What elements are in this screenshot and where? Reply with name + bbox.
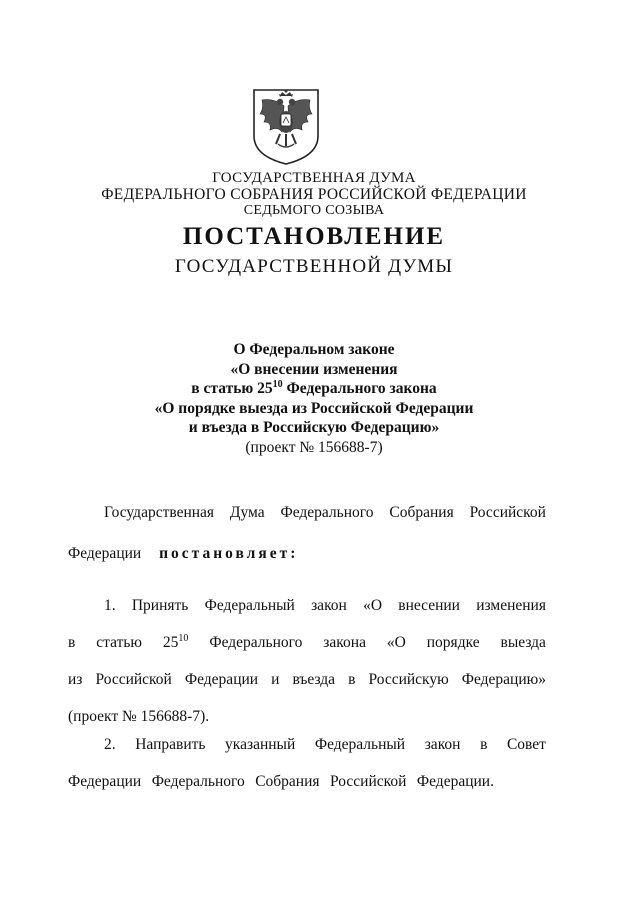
item-1-line-1 bbox=[68, 596, 546, 615]
item-1 bbox=[68, 596, 546, 726]
title-line-1: О Федеральном законе bbox=[233, 341, 395, 358]
word: Федерации bbox=[68, 545, 142, 562]
word: изменения bbox=[476, 597, 546, 614]
word: Федерации. bbox=[416, 773, 494, 790]
word: Дума bbox=[229, 504, 265, 521]
document-title bbox=[0, 340, 634, 457]
word: Федерального bbox=[280, 504, 374, 521]
word: порядке bbox=[426, 634, 480, 651]
word: закон bbox=[311, 597, 347, 614]
word: Направить bbox=[135, 736, 206, 753]
word: «О bbox=[363, 597, 383, 614]
word: Российской bbox=[95, 671, 172, 688]
word: въезда bbox=[292, 671, 336, 688]
word: указанный bbox=[225, 736, 296, 753]
word: в bbox=[68, 634, 76, 651]
document-type: ПОСТАНОВЛЕНИЕ bbox=[182, 223, 446, 250]
intro-line-1 bbox=[68, 503, 546, 522]
title-line-5: и въезда в Российскую Федерацию» bbox=[188, 419, 440, 436]
decree-verb: постановляет: bbox=[159, 545, 299, 562]
word: Федерации bbox=[184, 671, 259, 688]
word: Федерацию» bbox=[461, 671, 546, 688]
header-line-1: ГОСУДАРСТВЕННАЯ ДУМА bbox=[212, 170, 416, 186]
word: Собрания bbox=[255, 773, 320, 790]
word: Государственная bbox=[104, 504, 215, 521]
word: «О bbox=[386, 634, 406, 651]
title-line-4: «О порядке выезда из Российской Федерации bbox=[154, 399, 474, 417]
item-2-line-1 bbox=[68, 735, 546, 754]
word: Российскую bbox=[368, 671, 449, 688]
title-line-3 bbox=[0, 379, 634, 399]
word bbox=[163, 633, 189, 652]
item-number: 1. bbox=[104, 597, 116, 614]
item-2 bbox=[68, 735, 546, 791]
word: Федеральный bbox=[314, 736, 406, 753]
word: Российской bbox=[330, 773, 407, 790]
title-line-3-pre: в статью 25 bbox=[191, 380, 273, 397]
word: Федерации bbox=[68, 773, 142, 790]
coat-of-arms-icon bbox=[248, 86, 324, 166]
word: и bbox=[271, 671, 280, 688]
word: выезда bbox=[500, 634, 546, 651]
word: в bbox=[480, 736, 488, 753]
header-line-2: ФЕДЕРАЛЬНОГО СОБРАНИЯ РОССИЙСКОЙ ФЕДЕРАЦИИ bbox=[101, 186, 527, 203]
item-1-line-2 bbox=[68, 633, 546, 652]
item-number: 2. bbox=[104, 736, 116, 753]
word: Принять bbox=[131, 597, 189, 614]
item-2-line-2 bbox=[68, 772, 494, 791]
header-line-3: СЕДЬМОГО СОЗЫВА bbox=[243, 203, 385, 218]
word: из bbox=[68, 671, 83, 688]
item-1-line-3 bbox=[68, 670, 546, 689]
word-sup: 10 bbox=[178, 632, 189, 644]
intro-line-2 bbox=[68, 544, 546, 563]
word: Собрания bbox=[389, 504, 454, 521]
word: в bbox=[348, 671, 356, 688]
word: закон bbox=[424, 736, 461, 753]
title-line-2: «О внесении изменения bbox=[230, 360, 398, 378]
intro-paragraph bbox=[68, 503, 546, 563]
word: статью bbox=[96, 634, 142, 651]
title-line-3-sup: 10 bbox=[272, 378, 283, 390]
word-base: 25 bbox=[162, 634, 179, 651]
word: Совет bbox=[506, 736, 546, 753]
word: Федерального bbox=[209, 634, 303, 651]
word: Федерального bbox=[151, 773, 245, 790]
word: Российской bbox=[469, 504, 546, 521]
title-line-3-post: Федерального закона bbox=[282, 380, 437, 397]
document-issuer: ГОСУДАРСТВЕННОЙ ДУМЫ bbox=[174, 256, 454, 277]
word: внесении bbox=[398, 597, 460, 614]
word: закона bbox=[323, 634, 366, 651]
title-line-6: (проект № 156688-7) bbox=[245, 438, 383, 456]
item-1-line-4: (проект № 156688-7). bbox=[68, 708, 210, 725]
word: Федеральный bbox=[204, 597, 295, 614]
